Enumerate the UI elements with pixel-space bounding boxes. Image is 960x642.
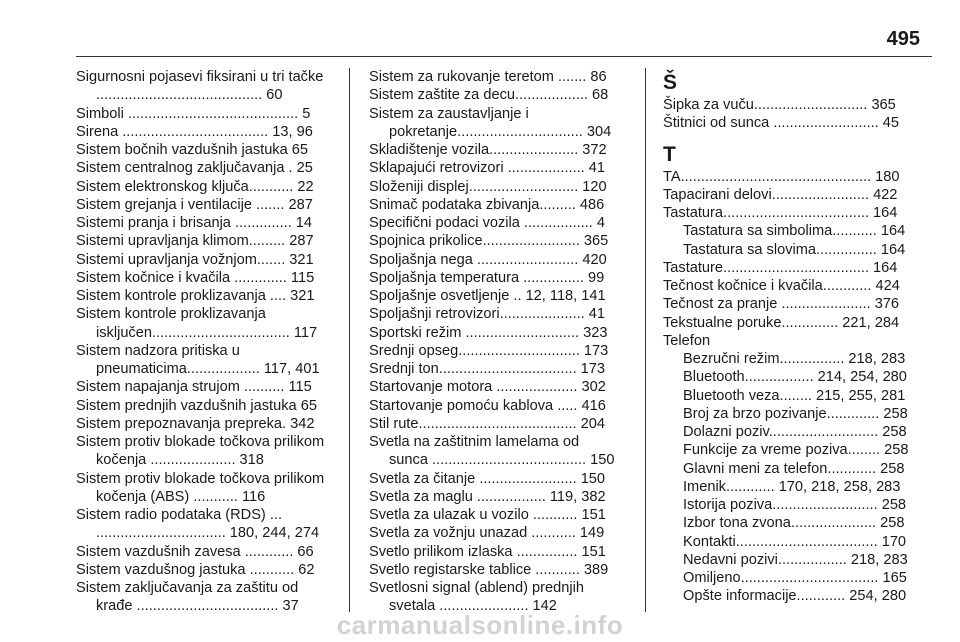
index-entry: Svetlo registarske tablice ........... 389 <box>369 561 609 578</box>
index-entry: Sistem bočnih vazdušnih jastuka 65 <box>76 142 309 158</box>
index-entry: Spojnica prikolice........................ 365 <box>369 233 609 250</box>
index-entry: Snimač podataka zbivanja......... 486 <box>369 196 605 213</box>
index-entry: Skladištenje vozila...................... 372 <box>369 142 607 158</box>
index-entry: Startovanje pomoću kablova ..... 416 <box>369 397 606 414</box>
index-column-2 <box>369 68 622 616</box>
section-letter: T <box>663 142 676 166</box>
index-entry: TA............................................... 180 <box>663 168 900 185</box>
index-entry: Sistem zaštite za decu.................. 68 <box>369 87 609 104</box>
index-entry: Srednji ton.................................. 173 <box>369 361 606 377</box>
column-divider <box>645 68 646 612</box>
index-subentry: Opšte informacije............ 254, 280 <box>683 588 907 605</box>
index-subentry: Bluetooth................. 214, 254, 280 <box>683 369 907 386</box>
index-entry: Stil rute....................................... 204 <box>369 415 606 432</box>
index-entry: Sistemi pranja i brisanja .............. 14 <box>76 215 313 231</box>
page-number: 495 <box>886 28 920 50</box>
index-subentry: Broj za brzo pozivanje............. 258 <box>683 405 908 422</box>
index-subentry: Tastatura sa simbolima........... 164 <box>683 223 906 240</box>
index-entry: Sistem prepoznavanja prepreka. 342 <box>76 415 315 432</box>
index-entry: Svetla za čitanje ........................ 150 <box>369 470 606 487</box>
index-subentry: Glavni meni za telefon............ 258 <box>683 460 905 477</box>
index-subentry: Bluetooth veza........ 215, 255, 281 <box>683 387 906 404</box>
index-entry: Tečnost kočnice i kvačila............ 424 <box>663 278 900 294</box>
index-subentry: Izbor tona zvona..................... 258 <box>683 515 905 532</box>
index-entry: Sistem grejanja i ventilacije ....... 287 <box>76 196 313 213</box>
index-entry: Sistem protiv blokade točkova prilikom kočenja ..................... 318 <box>76 434 325 469</box>
index-entry: Srednji opseg.............................. 173 <box>369 342 609 359</box>
index-entry: Tapacirani delovi........................ 422 <box>663 186 898 203</box>
index-entry: Sistem nadzora pritiska u pneumaticima.................. 117, 401 <box>76 342 320 377</box>
index-column-3 <box>663 68 916 606</box>
header-rule <box>76 56 932 57</box>
index-entry: Tastature.................................... 164 <box>663 259 898 276</box>
index-entry: Sistem za zaustavljanje i pokretanje............................... 304 <box>369 105 612 140</box>
index-subentry: Imenik............ 170, 218, 258, 283 <box>683 478 901 495</box>
index-entry: Svetlo prilikom izlaska ............... 151 <box>369 543 606 560</box>
index-subentry: Tastatura sa slovima............... 164 <box>683 241 906 258</box>
index-entry: Sistem kontrole proklizavanja isključen.................................. 117 <box>76 306 318 341</box>
index-entry: Spoljašnje osvetljenje .. 12, 118, 141 <box>369 288 606 304</box>
index-entry: Sistem elektronskog ključa........... 22 <box>76 178 314 195</box>
index-column-1 <box>76 68 329 616</box>
index-entry: Telefon <box>663 332 711 349</box>
index-entry: Specifični podaci vozila ................. 4 <box>369 215 606 231</box>
index-entry: Simboli .......................................... 5 <box>76 105 311 122</box>
index-entry: Sistem radio podataka (RDS) ... ................................ 180, 244, 274 <box>76 507 320 542</box>
index-entry: Sistem protiv blokade točkova prilikom kočenja (ABS) ........... 116 <box>76 470 325 505</box>
index-subentry: Bezručni režim................ 218, 283 <box>683 351 906 367</box>
index-subentry: Nedavni pozivi................. 218, 283 <box>683 551 908 568</box>
watermark: carmanualsonline.info <box>336 610 624 640</box>
index-entry: Sigurnosni pojasevi fiksirani u tri tačke ......................................... 60 <box>76 69 324 104</box>
index-entry: Sistem prednjih vazdušnih jastuka 65 <box>76 397 317 414</box>
index-entry: Svetla na zaštitnim lamelama od sunca ...................................... 150 <box>369 434 615 469</box>
index-entry: Sirena .................................... 13, 96 <box>76 123 313 140</box>
index-entry: Sistem za rukovanje teretom ....... 86 <box>369 69 607 85</box>
index-entry: Sistem kočnice i kvačila ............. 115 <box>76 269 315 286</box>
index-entry: Složeniji displej........................... 120 <box>369 178 607 195</box>
index-entry: Svetlosni signal (ablend) prednjih svetala ...................... 142 <box>369 580 584 615</box>
index-entry: Sistem vazdušnih zavesa ............ 66 <box>76 543 314 560</box>
index-entry: Štitnici od sunca .......................... 45 <box>663 115 900 132</box>
index-subentry: Kontakti................................... 170 <box>683 533 907 550</box>
index-entry: Sklapajući retrovizori ................... 41 <box>369 160 606 177</box>
index-subentry: Istorija poziva.......................... 258 <box>683 497 907 513</box>
index-entry: Sistem napajanja strujom .......... 115 <box>76 379 312 396</box>
index-entry: Tekstualne poruke.............. 221, 284 <box>663 314 900 331</box>
index-entry: Spoljašnja nega ......................... 420 <box>369 251 607 268</box>
index-subentry: Funkcije za vreme poziva........ 258 <box>683 442 909 459</box>
index-entry: Sistemi upravljanja klimom......... 287 <box>76 233 314 250</box>
index-entry: Sistem kontrole proklizavanja .... 321 <box>76 288 315 304</box>
index-entry: Svetla za vožnju unazad ........... 149 <box>369 525 605 542</box>
index-entry: Tastatura.................................... 164 <box>663 205 898 221</box>
index-entry: Sistem zaključavanja za zaštitu od krađe ................................... 37 <box>76 580 299 615</box>
section-letter: Š <box>663 71 678 94</box>
index-entry: Startovanje motora .................... 302 <box>369 379 606 396</box>
index-entry: Spoljašnja temperatura ............... 99 <box>369 269 605 286</box>
index-subentry: Omiljeno.................................. 165 <box>683 570 907 586</box>
index-entry: Svetla za maglu ................. 119, 382 <box>369 488 606 505</box>
index-entry: Sportski režim ............................ 323 <box>369 324 608 341</box>
index-entry: Sistemi upravljanja vožnjom....... 321 <box>76 251 314 268</box>
column-divider <box>349 68 350 612</box>
index-entry: Tečnost za pranje ...................... 376 <box>663 296 900 313</box>
index-entry: Sistem vazdušnog jastuka ........... 62 <box>76 561 315 578</box>
index-subentry: Dolazni poziv........................... 258 <box>683 424 907 440</box>
index-entry: Sistem centralnog zaključavanja . 25 <box>76 160 313 177</box>
index-entry: Spoljašnji retrovizori..................... 41 <box>369 306 606 323</box>
index-entry: Šipka za vuču............................ 365 <box>663 97 896 113</box>
index-entry: Svetla za ulazak u vozilo ........... 151 <box>369 507 606 523</box>
